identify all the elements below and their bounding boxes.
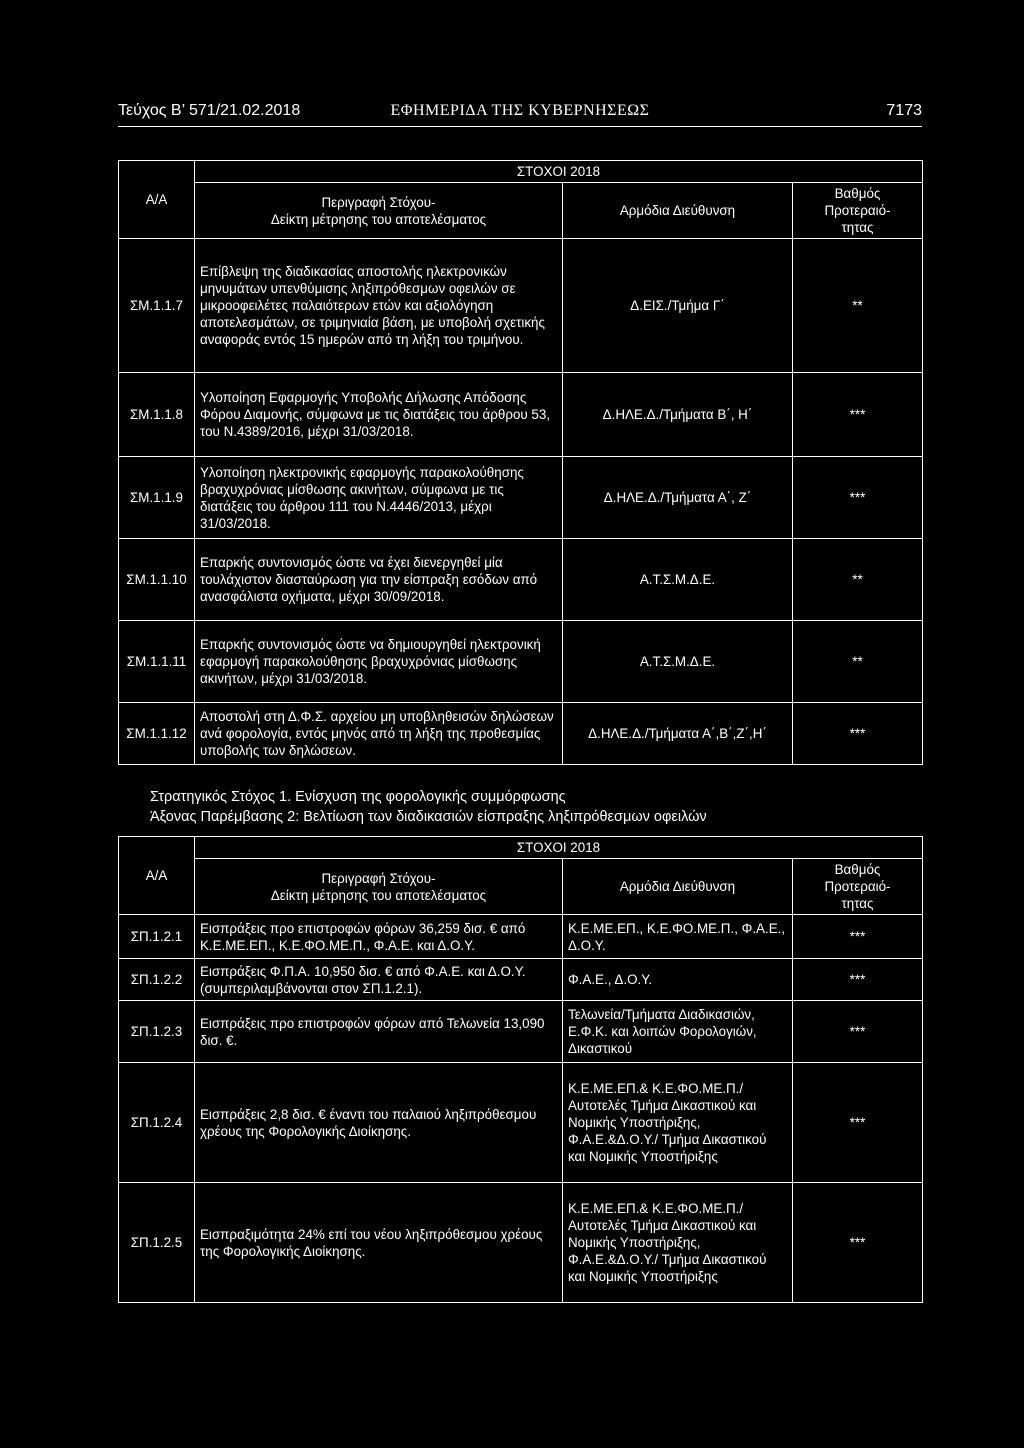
- table-row: ΣΠ.1.2.3 Εισπράξεις προ επιστροφών φόρων από Τελωνεία 13,090 δισ. €. Τελωνεία/Τμήματα Διαδικασιών, Ε.Φ.Κ. και λοιπών Φορολογιών, Δικαστικού ***: [119, 1001, 923, 1063]
- intervention-axis: Άξονας Παρέμβασης 2: Βελτίωση των διαδικασιών είσπραξης ληξιπρόθεσμων οφειλών: [150, 809, 707, 825]
- table-row: ΣΜ.1.1.12 Αποστολή στη Δ.Φ.Σ. αρχείου μη υποβληθεισών δηλώσεων ανά φορολογία, εντός μηνός από τη λήξη της προθεσμίας υποβολής των δηλώσεων. Δ.ΗΛΕ.Δ./Τμήματα Α΄,Β΄,Ζ΄,Η΄ ***: [119, 703, 923, 765]
- col-header-directorate: Αρμόδια Διεύθυνση: [563, 183, 793, 239]
- goals-table-2: [118, 836, 923, 1303]
- table-row: ΣΜ.1.1.10 Επαρκής συντονισμός ώστε να έχει διενεργηθεί μία τουλάχιστον διασταύρωση για την είσπραξη εσόδων από ανασφάλιστα οχήματα, μέχρι 30/09/2018. Α.Τ.Σ.Μ.Δ.Ε. **: [119, 539, 923, 621]
- col-header-description: Περιγραφή Στόχου- Δείκτη μέτρησης του αποτελέσματος: [195, 183, 563, 239]
- strategic-goal: [150, 787, 707, 827]
- table-title: ΣΤΟΧΟΙ 2018: [195, 837, 923, 859]
- table-row: ΣΠ.1.2.5 Εισπραξιμότητα 24% επί του νέου ληξιπρόθεσμου χρέους της Φορολογικής Διοίκησης. Κ.Ε.ΜΕ.ΕΠ.& Κ.Ε.ΦΟ.ΜΕ.Π./ Αυτοτελές Τμήμα Δικαστικού και Νομικής Υποστήριξης, Φ.Α.Ε.&Δ.Ο.Υ./ Τμήμα Δικαστικού και Νομικής Υποστήριξης ***: [119, 1183, 923, 1303]
- page-header: [118, 100, 922, 127]
- table-row: ΣΜ.1.1.8 Υλοποίηση Εφαρμογής Υποβολής Δήλωσης Απόδοσης Φόρου Διαμονής, σύμφωνα με τις διατάξεις του άρθρου 53, του Ν.4389/2016, μέχρι 31/03/2018. Δ.ΗΛΕ.Δ./Τμήματα Β΄, Η΄ ***: [119, 373, 923, 457]
- page-number: 7173: [886, 102, 922, 119]
- issue-number: Τεύχος Β’ 571/21.02.2018: [118, 102, 301, 119]
- col-header-description: Περιγραφή Στόχου- Δείκτη μέτρησης του αποτελέσματος: [195, 859, 563, 915]
- col-header-directorate: Αρμόδια Διεύθυνση: [563, 859, 793, 915]
- col-header-priority: Βαθμός Προτεραιό- τητας: [793, 183, 923, 239]
- table-row: ΣΜ.1.1.9 Υλοποίηση ηλεκτρονικής εφαρμογής παρακολούθησης βραχυχρόνιας μίσθωσης ακινήτων, σύμφωνα με τις διατάξεις του άρθρου 111 του Ν.4446/2013, μέχρι 31/03/2018. Δ.ΗΛΕ.Δ./Τμήματα Α΄, Ζ΄ ***: [119, 457, 923, 539]
- table-row: ΣΠ.1.2.1 Εισπράξεις προ επιστροφών φόρων 36,259 δισ. € από Κ.Ε.ΜΕ.ΕΠ., Κ.Ε.ΦΟ.ΜΕ.Π., Φ.Α.Ε. και Δ.Ο.Υ. Κ.Ε.ΜΕ.ΕΠ., Κ.Ε.ΦΟ.ΜΕ.Π., Φ.Α.Ε., Δ.Ο.Υ. ***: [119, 915, 923, 959]
- gazette-title: ΕΦΗΜΕΡΙΔΑ ΤΗΣ ΚΥΒΕΡΝΗΣΕΩΣ: [390, 102, 650, 119]
- col-header-aa: Α/Α: [119, 837, 195, 915]
- strategic-goal-title: Στρατηγικός Στόχος 1. Ενίσχυση της φορολογικής συμμόρφωσης: [150, 789, 566, 805]
- col-header-priority: Βαθμός Προτεραιό- τητας: [793, 859, 923, 915]
- col-header-aa: Α/Α: [119, 161, 195, 239]
- goals-table-1: [118, 160, 923, 765]
- table-row: ΣΠ.1.2.2 Εισπράξεις Φ.Π.Α. 10,950 δισ. € από Φ.Α.Ε. και Δ.Ο.Υ. (συμπεριλαμβάνονται στον ΣΠ.1.2.1). Φ.Α.Ε., Δ.Ο.Υ. ***: [119, 959, 923, 1001]
- table-row: ΣΜ.1.1.11 Επαρκής συντονισμός ώστε να δημιουργηθεί ηλεκτρονική εφαρμογή παρακολούθησης βραχυχρόνιας μίσθωσης ακινήτων, μέχρι 31/03/2018. Α.Τ.Σ.Μ.Δ.Ε. **: [119, 621, 923, 703]
- table-row: ΣΠ.1.2.4 Εισπράξεις 2,8 δισ. € έναντι του παλαιού ληξιπρόθεσμου χρέους της Φορολογικής Διοίκησης. Κ.Ε.ΜΕ.ΕΠ.& Κ.Ε.ΦΟ.ΜΕ.Π./ Αυτοτελές Τμήμα Δικαστικού και Νομικής Υποστήριξης, Φ.Α.Ε.&Δ.Ο.Υ./ Τμήμα Δικαστικού και Νομικής Υποστήριξης ***: [119, 1063, 923, 1183]
- table-title: ΣΤΟΧΟΙ 2018: [195, 161, 923, 183]
- table-row: ΣΜ.1.1.7 Επίβλεψη της διαδικασίας αποστολής ηλεκτρονικών μηνυμάτων υπενθύμισης ληξιπρόθεσμων οφειλών σε μικροοφειλέτες παλαιότερων ετών και αξιολόγηση αποτελεσμάτων, σε τριμηνιαία βάση, με υποβολή σχετικής αναφοράς εντός 15 ημερών από τη λήξη του τριμήνου. Δ.ΕΙΣ./Τμήμα Γ΄ **: [119, 239, 923, 373]
